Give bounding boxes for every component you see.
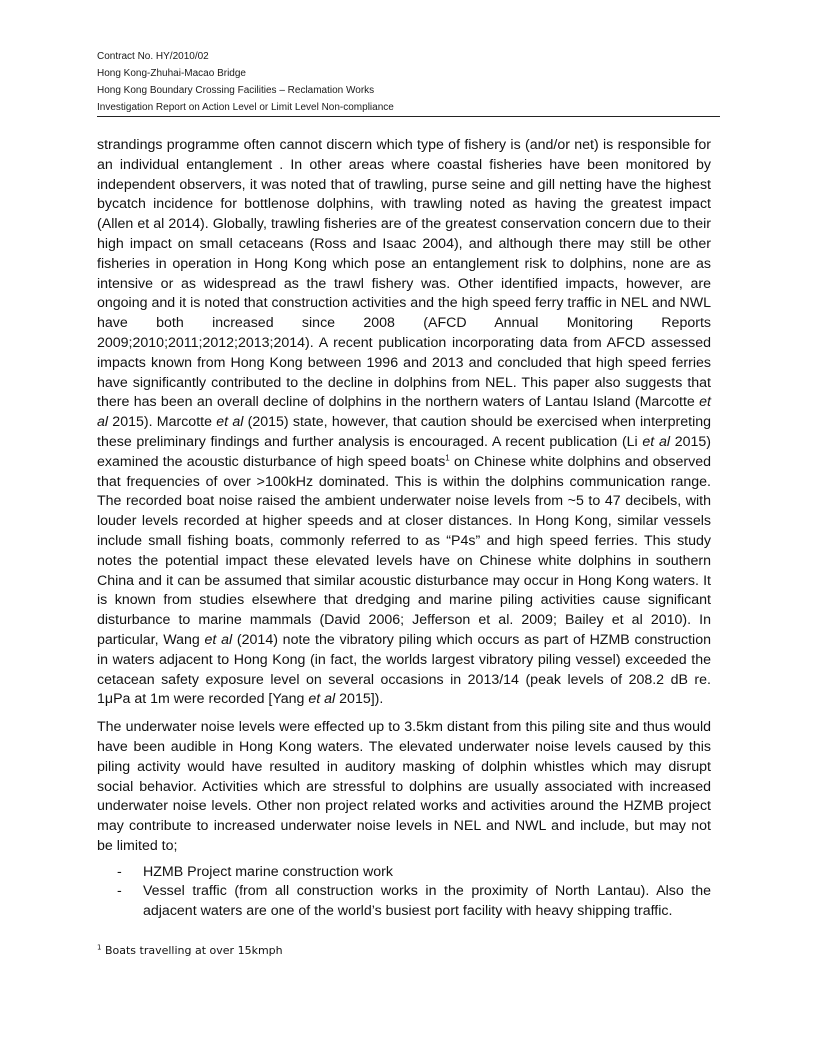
bullet-marker: - bbox=[117, 883, 122, 900]
paragraph-1 bbox=[97, 136, 711, 710]
para1-text-6: (2014) note the vibratory piling which occurs as part of HZMB construction in waters adjacent to Hong Kong (in fact, the worlds largest vibratory piling vessel) exceeded the cetacean safety exposure level on several occasions in 2013/14 (peak levels of 208.2 dB re. 1μPa at 1m were recorded [Yang bbox=[97, 631, 711, 708]
list-item-text: Vessel traffic (from all construction works in the proximity of North Lantau). Also the adjacent waters are one of the world’s busiest port facility with heavy shipping traffic. bbox=[143, 883, 711, 920]
body-text bbox=[97, 136, 711, 922]
para1-text-5: on Chinese white dolphins and observed that frequencies of over >100kHz dominated. This is within the dolphins communication range. The recorded boat noise raised the ambient underwater noise levels from ~5 to 47 decibels, with louder levels recorded at higher speeds and at closer distances. In Hong Kong, similar vessels include small fishing boats, commonly referred to as “P4s” and high speed ferries. This study notes the potential impact these elevated levels have on Chinese white dolphins in southern China and it can be assumed that similar acoustic disturbance may occur in Hong Kong waters. It is known from studies elsewhere that dredging and marine piling activities cause significant disturbance to marine mammals (David 2006; Jefferson et al. 2009; Bailey et al 2010). In particular, Wang bbox=[97, 453, 711, 648]
footnote-number: 1 bbox=[97, 943, 102, 952]
footnote-reference: 1 bbox=[445, 453, 450, 463]
para1-text-4: 2015) examined the acoustic disturbance of high speed boats bbox=[97, 433, 711, 470]
project-name: Hong Kong-Zhuhai-Macao Bridge bbox=[97, 68, 246, 79]
para1-italic-3: et al bbox=[642, 433, 670, 450]
para1-italic-4: et al bbox=[204, 631, 233, 648]
list-item bbox=[97, 863, 711, 883]
bullet-list bbox=[97, 863, 711, 922]
para1-text-2: 2015). Marcotte bbox=[108, 414, 217, 431]
para1-italic-1: et al bbox=[97, 394, 711, 431]
list-item bbox=[97, 882, 711, 922]
facility-name: Hong Kong Boundary Crossing Facilities – Reclamation Works bbox=[97, 85, 375, 96]
para1-italic-2: et al bbox=[216, 414, 244, 431]
report-title: Investigation Report on Action Level or Limit Level Non-compliance bbox=[97, 102, 394, 113]
para1-text-1: strandings programme often cannot discern which type of fishery is (and/or net) is responsible for an individual entanglement . In other areas where coastal fisheries have been monitored by independent observers, it was noted that of trawling, purse seine and gill netting have the highest bycatch incidence for bottlenose dolphins, with trawling noted as having the greatest impact (Allen et al 2014). Globally, trawling fisheries are of the greatest conservation concern due to their high impact on small cetaceans (Ross and Isaac 2004), and although there may still be other fisheries in operation in Hong Kong which pose an entanglement risk to dolphins, none are as intensive or as widespread as the trawl fishery was. Other identified impacts, however, are ongoing and it is noted that construction activities and the high speed ferry traffic in NEL and NWL have both increased since 2008 (AFCD Annual Monitoring Reports 2009;2010;2011;2012;2013;2014). A recent publication incorporating data from AFCD assessed impacts known from Hong Kong between 1996 and 2013 and concluded that high speed ferries have significantly contributed to the decline in dolphins from NEL. This paper also suggests that there has been an overall decline of dolphins in the northern waters of Lantau Island (Marcotte bbox=[97, 137, 711, 411]
paragraph-2: The underwater noise levels were effected up to 3.5km distant from this piling site and thus would have been audible in Hong Kong waters. The elevated underwater noise levels caused by this piling activity would have resulted in auditory masking of dolphin whistles which may disrupt social behavior. Activities which are stressful to dolphins are usually associated with increased underwater noise levels. Other non project related works and activities around the HZMB project may contribute to increased underwater noise levels in NEL and NWL and include, but may not be limited to; bbox=[97, 719, 711, 854]
header-divider bbox=[97, 116, 720, 117]
footnote bbox=[97, 944, 283, 957]
para1-italic-5: et al bbox=[308, 691, 336, 708]
footnote-text: Boats travelling at over 15kmph bbox=[101, 944, 283, 957]
para1-text-7: 2015]). bbox=[335, 691, 384, 708]
contract-number: Contract No. HY/2010/02 bbox=[97, 51, 209, 62]
page-header bbox=[97, 48, 720, 116]
list-item-text: HZMB Project marine construction work bbox=[143, 863, 393, 880]
bullet-marker: - bbox=[117, 863, 122, 880]
para1-text-3: (2015) state, however, that caution should be exercised when interpreting these preliminary findings and further analysis is encouraged. A recent publication (Li bbox=[97, 414, 712, 450]
